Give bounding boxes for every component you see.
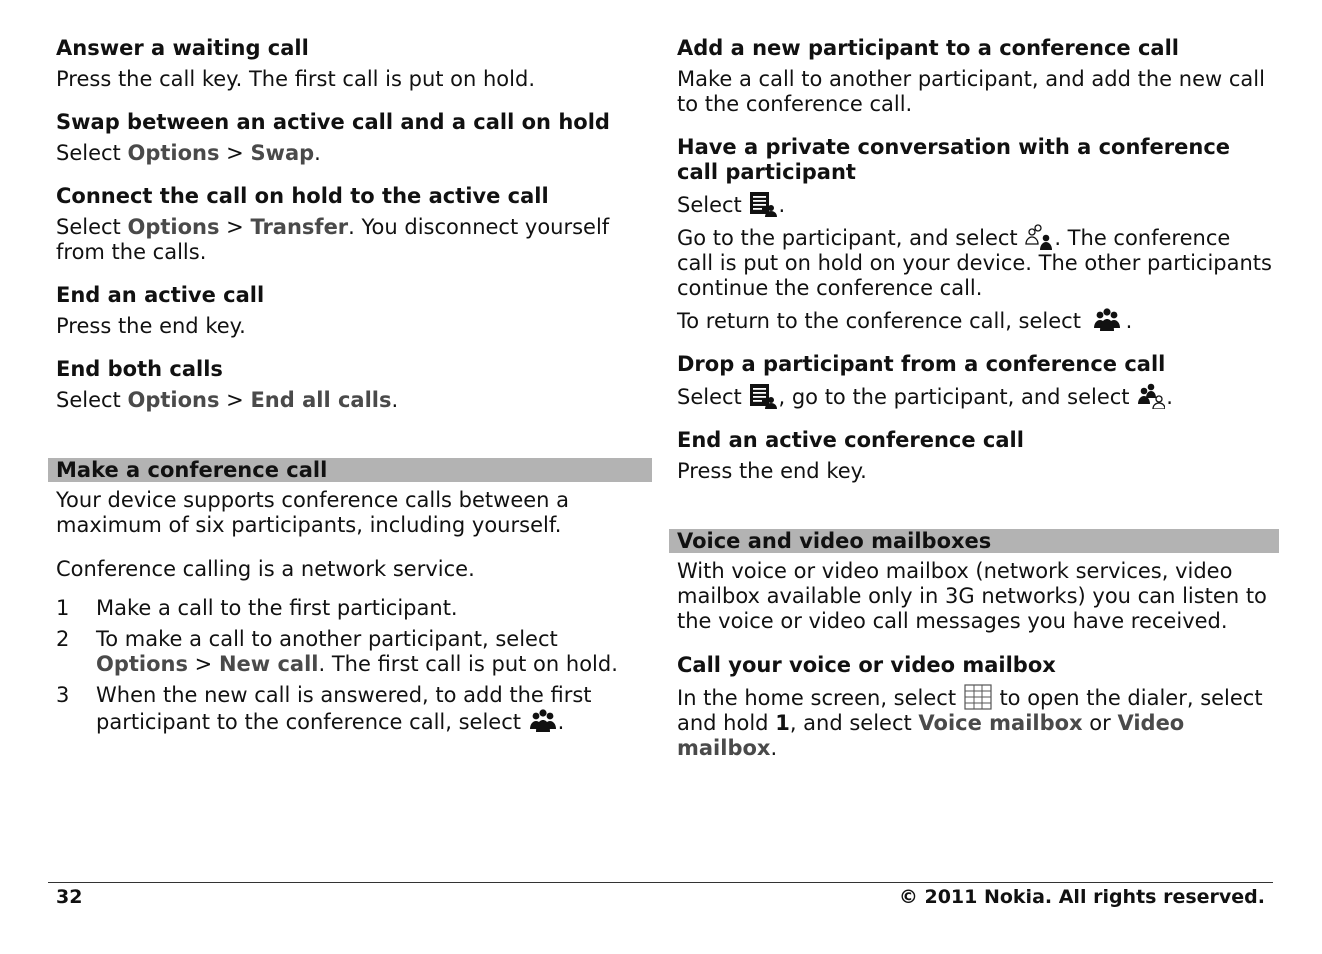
drop-heading: Drop a participant from a conference call — [677, 352, 1166, 376]
mailbox-section-title: Voice and video mailboxes — [669, 529, 1279, 553]
left-column — [56, 36, 646, 735]
options-label: Options — [127, 215, 220, 239]
conference-call-icon — [1089, 307, 1125, 333]
end-both-heading: End both calls — [56, 357, 223, 381]
options-label: Options — [127, 388, 220, 412]
footer-divider — [48, 882, 1273, 883]
answer-waiting-section — [56, 36, 646, 92]
options-label: Options — [96, 652, 188, 676]
end-active-text: Press the end key. — [56, 314, 246, 338]
conference-steps — [56, 596, 646, 735]
end-conference-section — [677, 428, 1273, 484]
participant-list-icon — [749, 191, 777, 217]
conference-network-note: Conference calling is a network service. — [56, 557, 475, 581]
video-mailbox-label: Video mailbox — [677, 711, 1185, 760]
connect-heading: Connect the call on hold to the active call — [56, 184, 549, 208]
key-one: 1 — [775, 711, 790, 735]
conference-intro: Your device supports conference calls between a maximum of six participants, including yourself. — [56, 488, 570, 537]
mailbox-section — [677, 529, 1273, 761]
swap-section — [56, 110, 646, 166]
participant-list-icon — [749, 383, 777, 409]
connect-section — [56, 184, 646, 265]
swap-label: Swap — [250, 141, 315, 165]
conference-call-icon — [529, 708, 557, 734]
add-participant-heading: Add a new participant to a conference call — [677, 36, 1179, 60]
step-item: 2 To make a call to another participant, select Options > New call. The first call is put on hold. — [56, 627, 618, 676]
connect-text: Select Options > Transfer. You disconnect yourself from the calls. — [56, 215, 610, 264]
answer-waiting-heading: Answer a waiting call — [56, 36, 309, 60]
conference-section-title: Make a conference call — [48, 458, 652, 482]
end-all-calls-label: End all calls — [250, 388, 392, 412]
answer-waiting-text: Press the call key. The first call is put on hold. — [56, 67, 535, 91]
right-column — [677, 36, 1273, 761]
add-participant-text: Make a call to another participant, and add the new call to the conference call. — [677, 67, 1265, 116]
private-heading: Have a private conversation with a conference call participant — [677, 135, 1231, 184]
end-both-text: Select Options > End all calls. — [56, 388, 399, 412]
copyright-notice: © 2011 Nokia. All rights reserved. — [898, 886, 1265, 908]
private-select-text: Select . — [677, 193, 786, 217]
end-both-section — [56, 357, 646, 413]
drop-text: Select , go to the participant, and select . — [677, 385, 1173, 409]
conference-section — [56, 458, 646, 735]
swap-heading: Swap between an active call and a call on hold — [56, 110, 610, 134]
private-goto-text: Go to the participant, and select . The conference call is put on hold on your device. The other participants continue the conference call. — [677, 226, 1272, 300]
end-active-heading: End an active call — [56, 283, 265, 307]
dialer-icon — [964, 684, 992, 710]
private-section — [677, 135, 1273, 334]
voice-mailbox-label: Voice mailbox — [918, 711, 1083, 735]
transfer-label: Transfer — [250, 215, 349, 239]
new-call-label: New call — [218, 652, 319, 676]
private-call-icon — [1025, 224, 1053, 250]
call-mailbox-heading: Call your voice or video mailbox — [677, 653, 1056, 677]
end-conference-heading: End an active conference call — [677, 428, 1024, 452]
step-item: 1 Make a call to the first participant. — [56, 596, 458, 620]
end-conference-text: Press the end key. — [677, 459, 867, 483]
mailbox-intro: With voice or video mailbox (network services, video mailbox available only in 3G networks) you can listen to the voice or video call messages you have received. — [677, 559, 1267, 633]
private-return-text: To return to the conference call, select . — [677, 309, 1133, 333]
page-number: 32 — [56, 886, 83, 908]
options-label: Options — [127, 141, 220, 165]
add-participant-section — [677, 36, 1273, 117]
end-active-section — [56, 283, 646, 339]
swap-text: Select Options > Swap. — [56, 141, 321, 165]
call-mailbox-text: In the home screen, select to open the dialer, select and hold 1, and select Voice mailbox or Video mailbox. — [677, 686, 1263, 760]
drop-section — [677, 352, 1273, 410]
drop-participant-icon — [1137, 383, 1165, 409]
step-item: 3 When the new call is answered, to add the first participant to the conference call, select . — [56, 683, 592, 734]
